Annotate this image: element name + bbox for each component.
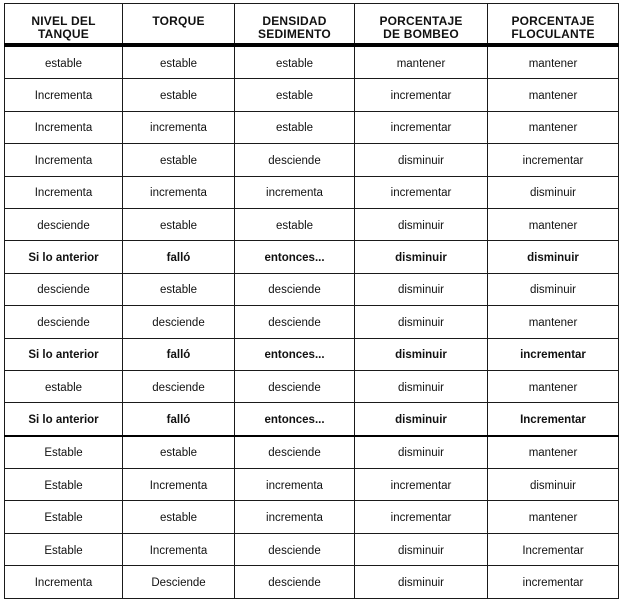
table-cell-torque: Incrementa [123, 533, 235, 565]
table-cell-flocculant-percentage: disminuir [488, 241, 619, 273]
table-row [5, 176, 619, 208]
table-cell-tank-level: desciende [5, 306, 123, 338]
table-cell-flocculant-percentage: mantener [488, 306, 619, 338]
table-row-note [5, 403, 619, 436]
table-cell-tank-level: desciende [5, 273, 123, 305]
table-row [5, 273, 619, 305]
table-cell-tank-level: desciende [5, 208, 123, 240]
table-cell-tank-level: Incrementa [5, 144, 123, 176]
table-cell-flocculant-percentage: Incrementar [488, 403, 619, 436]
table-cell-flocculant-percentage: mantener [488, 208, 619, 240]
table-cell-flocculant-percentage: Incrementar [488, 533, 619, 565]
table-cell-pumping-percentage: disminuir [355, 241, 488, 273]
table-cell-sediment-density: desciende [235, 370, 355, 402]
table-cell-torque: falló [123, 338, 235, 370]
table-cell-tank-level: estable [5, 370, 123, 402]
table-cell-sediment-density: entonces... [235, 241, 355, 273]
decision-table-sheet [4, 3, 618, 589]
table-row [5, 436, 619, 469]
table-row [5, 469, 619, 501]
table-cell-tank-level: Estable [5, 501, 123, 533]
header-line: NIVEL DEL [31, 14, 96, 28]
table-cell-tank-level: Estable [5, 533, 123, 565]
table-cell-pumping-percentage: disminuir [355, 403, 488, 436]
table-cell-sediment-density: incrementa [235, 469, 355, 501]
table-cell-sediment-density: desciende [235, 144, 355, 176]
table-row [5, 370, 619, 402]
table-cell-torque: estable [123, 501, 235, 533]
table-cell-pumping-percentage: disminuir [355, 208, 488, 240]
table-cell-sediment-density: estable [235, 45, 355, 79]
table-cell-torque: estable [123, 79, 235, 111]
table-row-note [5, 338, 619, 370]
table-cell-pumping-percentage: disminuir [355, 306, 488, 338]
header-line: TANQUE [38, 27, 89, 41]
table-cell-flocculant-percentage: disminuir [488, 273, 619, 305]
table-row [5, 111, 619, 143]
table-cell-torque: estable [123, 436, 235, 469]
table-cell-pumping-percentage: disminuir [355, 533, 488, 565]
header-sediment-density [235, 4, 355, 46]
table-row [5, 501, 619, 533]
table-row [5, 208, 619, 240]
table-cell-flocculant-percentage: incrementar [488, 338, 619, 370]
table-row [5, 45, 619, 79]
header-line: SEDIMENTO [258, 27, 331, 41]
table-row [5, 533, 619, 565]
table-cell-tank-level: Incrementa [5, 176, 123, 208]
table-cell-sediment-density: estable [235, 111, 355, 143]
table-cell-flocculant-percentage: incrementar [488, 144, 619, 176]
table-cell-torque: desciende [123, 370, 235, 402]
header-line: FLOCULANTE [511, 27, 595, 41]
table-cell-flocculant-percentage: incrementar [488, 566, 619, 598]
header-flocculant-percentage [488, 4, 619, 46]
table-cell-pumping-percentage: disminuir [355, 566, 488, 598]
table-cell-torque: incrementa [123, 111, 235, 143]
table-body [5, 45, 619, 598]
header-line: PORCENTAJE [379, 14, 463, 28]
table-cell-tank-level: Incrementa [5, 111, 123, 143]
table-cell-pumping-percentage: disminuir [355, 338, 488, 370]
table-cell-torque: falló [123, 403, 235, 436]
table-cell-tank-level: Si lo anterior [5, 241, 123, 273]
table-cell-tank-level: Incrementa [5, 566, 123, 598]
table-cell-sediment-density: estable [235, 208, 355, 240]
table-cell-flocculant-percentage: disminuir [488, 176, 619, 208]
table-header [5, 4, 619, 46]
table-cell-flocculant-percentage: mantener [488, 436, 619, 469]
table-cell-flocculant-percentage: mantener [488, 370, 619, 402]
table-row [5, 306, 619, 338]
table-cell-torque: estable [123, 45, 235, 79]
header-row [5, 4, 619, 46]
table-cell-torque: Incrementa [123, 469, 235, 501]
header-torque [123, 4, 235, 46]
table-cell-torque: estable [123, 273, 235, 305]
table-cell-sediment-density: entonces... [235, 338, 355, 370]
table-cell-pumping-percentage: incrementar [355, 469, 488, 501]
table-cell-tank-level: Estable [5, 469, 123, 501]
table-cell-torque: desciende [123, 306, 235, 338]
header-line: TORQUE [152, 14, 205, 28]
header-line: DE BOMBEO [383, 27, 459, 41]
header-line: PORCENTAJE [511, 14, 595, 28]
table-cell-pumping-percentage: incrementar [355, 176, 488, 208]
table-cell-tank-level: estable [5, 45, 123, 79]
table-cell-pumping-percentage: incrementar [355, 79, 488, 111]
table-row [5, 144, 619, 176]
table-cell-torque: falló [123, 241, 235, 273]
table-cell-sediment-density: desciende [235, 566, 355, 598]
table-cell-pumping-percentage: disminuir [355, 370, 488, 402]
table-row [5, 79, 619, 111]
table-cell-sediment-density: entonces... [235, 403, 355, 436]
table-cell-flocculant-percentage: mantener [488, 501, 619, 533]
table-cell-pumping-percentage: incrementar [355, 501, 488, 533]
table-cell-sediment-density: desciende [235, 306, 355, 338]
table-cell-pumping-percentage: disminuir [355, 144, 488, 176]
header-tank-level [5, 4, 123, 46]
table-cell-pumping-percentage: disminuir [355, 436, 488, 469]
table-cell-tank-level: Si lo anterior [5, 403, 123, 436]
table-cell-sediment-density: estable [235, 79, 355, 111]
table-cell-torque: estable [123, 208, 235, 240]
table-cell-flocculant-percentage: mantener [488, 45, 619, 79]
table-cell-tank-level: Si lo anterior [5, 338, 123, 370]
header-pumping-percentage [355, 4, 488, 46]
table-cell-tank-level: Incrementa [5, 79, 123, 111]
table-cell-torque: Desciende [123, 566, 235, 598]
table-cell-pumping-percentage: incrementar [355, 111, 488, 143]
table-cell-flocculant-percentage: mantener [488, 111, 619, 143]
table-cell-torque: estable [123, 144, 235, 176]
table-cell-sediment-density: desciende [235, 436, 355, 469]
table-cell-sediment-density: desciende [235, 273, 355, 305]
table-cell-flocculant-percentage: disminuir [488, 469, 619, 501]
table-cell-tank-level: Estable [5, 436, 123, 469]
table-cell-flocculant-percentage: mantener [488, 79, 619, 111]
table-row-note [5, 241, 619, 273]
header-line: DENSIDAD [262, 14, 327, 28]
table-cell-pumping-percentage: mantener [355, 45, 488, 79]
table-cell-sediment-density: incrementa [235, 501, 355, 533]
table-cell-sediment-density: desciende [235, 533, 355, 565]
table-cell-pumping-percentage: disminuir [355, 273, 488, 305]
table-cell-torque: incrementa [123, 176, 235, 208]
table-cell-sediment-density: incrementa [235, 176, 355, 208]
decision-table [4, 3, 619, 599]
